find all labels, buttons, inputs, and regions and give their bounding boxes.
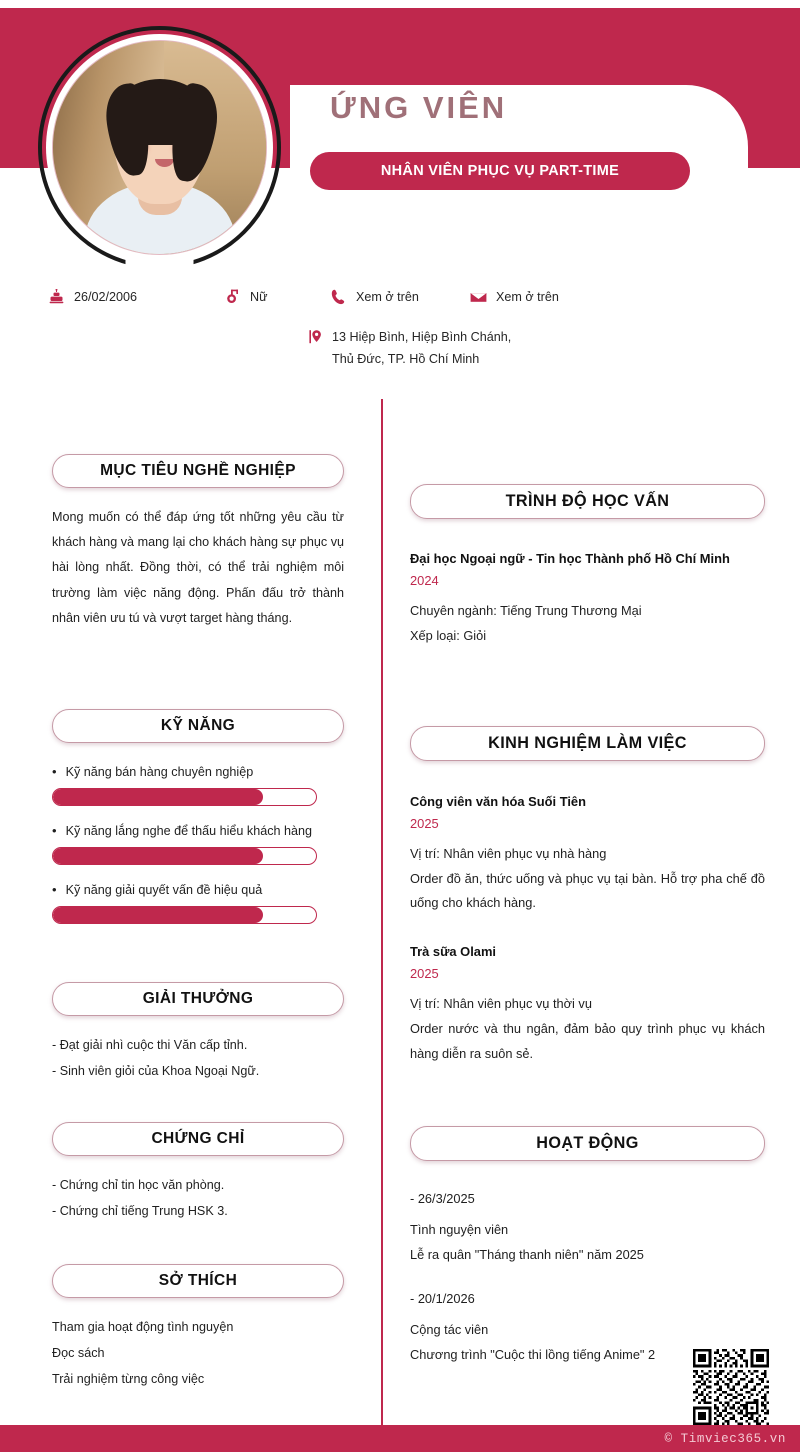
certificate-item: - Chứng chỉ tin học văn phòng.	[52, 1178, 225, 1192]
activity-detail: Lễ ra quân "Tháng thanh niên" năm 2025	[410, 1246, 644, 1262]
skill-bar	[52, 788, 317, 806]
experience-entry	[410, 942, 765, 1066]
bullet-icon: •	[52, 882, 57, 897]
experience-description: Order nước và thu ngân, đảm bảo quy trình phục vụ khách hàng diễn ra suôn sẻ.	[410, 1020, 765, 1061]
section-heading-awards: GIẢI THƯỞNG	[52, 982, 344, 1016]
contact-address	[306, 326, 511, 370]
skill-bar	[52, 906, 317, 924]
avatar-arc-ring	[38, 26, 281, 269]
contact-gender	[224, 286, 268, 308]
skill-label-row	[52, 824, 344, 838]
skill-bar-fill	[53, 848, 263, 864]
education-year: 2024	[410, 572, 439, 588]
skill-label: Kỹ năng lắng nghe để thấu hiểu khách hàng	[65, 824, 313, 838]
section-awards	[52, 982, 344, 1085]
gender-icon	[224, 288, 241, 306]
phone-icon	[330, 288, 347, 306]
skill-item	[52, 824, 344, 865]
activity-entry	[410, 1187, 765, 1268]
section-heading-objective: MỤC TIÊU NGHỀ NGHIỆP	[52, 454, 344, 488]
education-school: Đại học Ngoại ngữ - Tin học Thành phố Hồ Chí Minh	[410, 551, 730, 566]
experience-entry	[410, 792, 765, 916]
section-hobbies	[52, 1264, 344, 1392]
job-title-badge: NHÂN VIÊN PHỤC VỤ PART-TIME	[310, 152, 690, 190]
mail-icon	[470, 288, 487, 306]
activity-date: - 26/3/2025	[410, 1191, 475, 1206]
address-line-2: Thủ Đức, TP. Hồ Chí Minh	[332, 352, 480, 367]
hobby-item: Trải nghiệm từng công việc	[52, 1371, 205, 1386]
skill-bar	[52, 847, 317, 865]
activity-date: - 20/1/2026	[410, 1290, 475, 1306]
section-heading-experience: KINH NGHIỆM LÀM VIỆC	[410, 726, 765, 761]
skill-bar-fill	[53, 907, 263, 923]
section-objective	[52, 454, 344, 631]
objective-text: Mong muốn có thể đáp ứng tốt những yêu cầu từ khách hàng và mang lại cho khách hàng sự phục vụ hài lòng nhất. Đồng thời, có thể trải nghiệm môi trường làm việc năng động. Phấn đấu trở thành nhân viên ưu tú và vượt target hàng tháng.	[52, 510, 344, 625]
footer-copyright: © Timviec365.vn	[664, 1431, 786, 1446]
experience-year: 2025	[410, 815, 439, 831]
contact-email-value: Xem ở trên	[496, 290, 559, 304]
section-experience	[410, 726, 765, 1067]
qr-code[interactable]	[693, 1349, 769, 1425]
page-title: ỨNG VIÊN	[330, 90, 508, 125]
bullet-icon: •	[52, 823, 57, 838]
section-heading-education: TRÌNH ĐỘ HỌC VẤN	[410, 484, 765, 519]
activity-role: Cộng tác viên	[410, 1321, 489, 1337]
skill-item	[52, 765, 344, 806]
section-activities	[410, 1126, 765, 1368]
avatar	[38, 26, 281, 269]
section-heading-hobbies: SỞ THÍCH	[52, 1264, 344, 1298]
experience-position: Vị trí: Nhân viên phục vụ thời vụ	[410, 996, 592, 1012]
hobby-item: Tham gia hoạt động tình nguyện	[52, 1320, 234, 1334]
cv-header	[0, 0, 800, 272]
section-heading-activities: HOẠT ĐỘNG	[410, 1126, 765, 1161]
section-education	[410, 484, 765, 648]
section-certificates	[52, 1122, 344, 1225]
experience-company: Công viên văn hóa Suối Tiên	[410, 794, 586, 809]
skill-label: Kỹ năng giải quyết vấn đề hiệu quả	[65, 883, 263, 897]
column-divider	[381, 399, 383, 1425]
footer-bar	[0, 1425, 800, 1452]
experience-year: 2025	[410, 966, 439, 982]
activity-role: Tình nguyện viên	[410, 1221, 509, 1237]
skill-label-row	[52, 765, 344, 779]
cake-icon	[48, 288, 65, 306]
award-item: - Đạt giải nhì cuộc thi Văn cấp tỉnh.	[52, 1038, 248, 1052]
contact-phone-value: Xem ở trên	[356, 290, 419, 304]
experience-position: Vị trí: Nhân viên phục vụ nhà hàng	[410, 845, 607, 861]
experience-description: Order đồ ăn, thức uống và phục vụ tại bàn. Hỗ trợ pha chế đồ uống cho khách hàng.	[410, 870, 765, 911]
bullet-icon: •	[52, 764, 57, 779]
education-major: Chuyên ngành: Tiếng Trung Thương Mại	[410, 602, 642, 618]
section-heading-certificates: CHỨNG CHỈ	[52, 1122, 344, 1156]
skill-label: Kỹ năng bán hàng chuyên nghiệp	[65, 765, 254, 779]
skill-item	[52, 883, 344, 924]
contact-dob-value: 26/02/2006	[74, 290, 138, 304]
section-skills	[52, 709, 344, 924]
contact-phone[interactable]	[330, 286, 419, 308]
contact-gender-value: Nữ	[250, 290, 268, 304]
activity-detail: Chương trình "Cuộc thi lồng tiếng Anime" 2	[410, 1346, 656, 1362]
certificate-item: - Chứng chỉ tiếng Trung HSK 3.	[52, 1203, 228, 1218]
award-item: - Sinh viên giỏi của Khoa Ngoại Ngữ.	[52, 1063, 260, 1078]
education-entry	[410, 549, 765, 648]
hobby-item: Đọc sách	[52, 1345, 105, 1360]
location-pin-icon	[306, 328, 323, 346]
experience-company: Trà sữa Olami	[410, 944, 497, 960]
contact-address-value	[332, 326, 511, 370]
education-grade: Xếp loại: Giỏi	[410, 627, 487, 643]
address-line-1: 13 Hiệp Bình, Hiệp Bình Chánh,	[332, 330, 512, 344]
contact-email[interactable]	[470, 286, 559, 308]
skill-bar-fill	[53, 789, 263, 805]
section-heading-skills: KỸ NĂNG	[52, 709, 344, 743]
contact-dob	[48, 286, 137, 308]
skill-label-row	[52, 883, 344, 897]
